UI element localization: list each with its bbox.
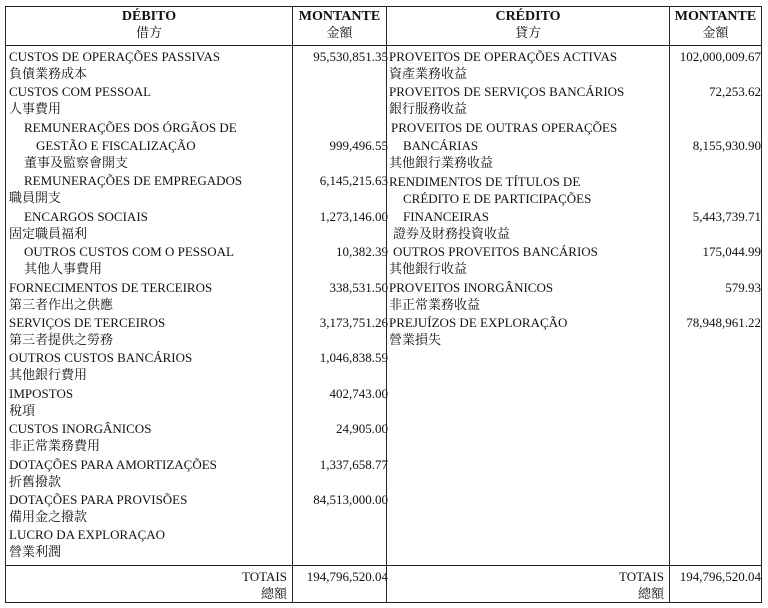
credit-item-amount: 102,000,009.67 [679,49,761,64]
credit-table [386,6,762,603]
debit-item-amount: 1,046,838.59 [319,350,388,365]
debit-item-amount: 1,337,658.77 [319,457,388,472]
credit-title-cell [387,9,669,41]
credit-amount-title: MONTANTE [674,9,757,24]
debit-header [6,7,386,46]
debit-item-amount: 24,905.00 [336,421,388,436]
debit-item-line: ENCARGOS SOCIAIS [24,209,148,224]
credit-item-line: OUTROS PROVEITOS BANCÁRIOS [393,244,598,259]
debit-total-divider [6,565,386,566]
credit-item-line: PROVEITOS DE SERVIÇOS BANCÁRIOS [389,84,625,99]
credit-item-amount: 8,155,930.90 [692,138,761,153]
debit-item-line: CUSTOS COM PESSOAL [9,84,152,99]
credit-item-amount: 78,948,961.22 [686,315,761,330]
debit-item-line-cn: 人事費用 [9,101,62,116]
credit-item-line: BANCÁRIAS [403,138,479,153]
credit-item-line-cn: 其他銀行收益 [389,261,468,276]
debit-item-line: LUCRO DA EXPLORAÇAO [9,527,166,542]
credit-item-amount: 72,253.62 [709,84,761,99]
credit-total-label-cn: 總額 [637,586,664,601]
debit-item-line-cn: 職員開支 [9,190,62,205]
credit-item-amount: 5,443,739.71 [692,209,761,224]
debit-title-cell [6,9,292,41]
debit-item-line: GESTÃO E FISCALIZAÇÃO [36,138,196,153]
credit-total-amount: 194,796,520.04 [679,569,761,584]
credit-item-line-cn: 營業損失 [389,332,442,347]
debit-item-line: CUSTOS INORGÂNICOS [9,421,152,436]
credit-item-line-cn: 其他銀行業務收益 [389,155,494,170]
debit-total-label-block [6,568,287,602]
debit-title: DÉBITO [121,9,177,24]
debit-item-amount: 999,496.55 [329,138,388,153]
credit-total-label: TOTAIS [619,569,664,584]
debit-item-line: REMUNERAÇÕES DE EMPREGADOS [24,173,243,188]
debit-item-line-cn: 非正常業務費用 [9,438,101,453]
debit-item-line: REMUNERAÇÕES DOS ÓRGÃOS DE [24,120,237,135]
credit-total-divider [387,565,761,566]
debit-item-line-cn: 固定職員福利 [9,226,88,241]
credit-item-line: PROVEITOS INORGÂNICOS [389,280,554,295]
debit-total-label: TOTAIS [242,569,287,584]
debit-item-amount: 3,173,751.26 [319,315,388,330]
credit-item-line: CRÉDITO E DE PARTICIPAÇÕES [403,191,592,206]
debit-item-line-cn: 其他人事費用 [24,261,103,276]
debit-title-cn: 借方 [135,25,162,40]
debit-column-divider [292,7,293,602]
debit-item-line-cn: 營業利潤 [9,544,62,559]
debit-total-label-cn: 總額 [260,586,287,601]
credit-title-cn: 貸方 [514,25,541,40]
debit-item-line: IMPOSTOS [9,386,74,401]
debit-item-line-cn: 第三者作出之供應 [9,297,114,312]
credit-item-line: FINANCEIRAS [403,209,489,224]
credit-item-line: RENDIMENTOS DE TÍTULOS DE [389,174,581,189]
credit-amount-header [670,9,761,41]
credit-total-label-block [387,568,664,602]
credit-item-line: PREJUÍZOS DE EXPLORAÇÃO [389,315,568,330]
debit-item-amount: 402,743.00 [329,386,388,401]
credit-amount-title-cn: 金額 [702,25,729,40]
debit-item-amount: 84,513,000.00 [313,492,388,507]
credit-item-amount: 175,044.99 [702,244,761,259]
credit-column-divider [669,7,670,602]
debit-item-amount: 95,530,851.35 [313,49,388,64]
credit-item-line-cn: 資產業務收益 [389,66,468,81]
credit-item-line: PROVEITOS DE OPERAÇÕES ACTIVAS [389,49,618,64]
debit-item-amount: 1,273,146.00 [319,209,388,224]
debit-amount-title: MONTANTE [298,9,381,24]
debit-item-line: SERVIÇOS DE TERCEIROS [9,315,166,330]
credit-item-line-cn: 銀行服務收益 [389,101,468,116]
debit-item-line-cn: 第三者提供之勞務 [9,332,114,347]
debit-amount-title-cn: 金額 [326,25,353,40]
debit-item-line-cn: 負債業務成本 [9,66,88,81]
debit-table [5,6,387,603]
debit-total-amount: 194,796,520.04 [306,569,388,584]
debit-item-line-cn: 董事及監察會開支 [24,155,129,170]
debit-item-line: FORNECIMENTOS DE TERCEIROS [9,280,213,295]
debit-item-line-cn: 其他銀行費用 [9,367,88,382]
credit-item-line: PROVEITOS DE OUTRAS OPERAÇÕES [391,120,618,135]
debit-item-amount: 10,382.39 [336,244,388,259]
debit-item-line: DOTAÇÕES PARA PROVISÕES [9,492,188,507]
credit-header [387,7,761,46]
debit-item-line: OUTROS CUSTOS BANCÁRIOS [9,350,193,365]
debit-item-line: CUSTOS DE OPERAÇÕES PASSIVAS [9,49,221,64]
debit-amount-header [293,9,386,41]
debit-item-line-cn: 稅項 [9,403,36,418]
credit-title: CRÉDITO [495,9,561,24]
debit-item-line-cn: 備用金之撥款 [9,509,88,524]
debit-item-line: OUTROS CUSTOS COM O PESSOAL [24,244,234,259]
debit-item-line-cn: 折舊撥款 [9,474,62,489]
credit-item-line-cn: 證券及財務投資收益 [393,226,511,241]
debit-item-amount: 6,145,215.63 [319,173,388,188]
debit-item-amount: 338,531.50 [329,280,388,295]
credit-item-line-cn: 非正常業務收益 [389,297,481,312]
credit-item-amount: 579.93 [725,280,761,295]
debit-item-line: DOTAÇÕES PARA AMORTIZAÇÕES [9,457,217,472]
